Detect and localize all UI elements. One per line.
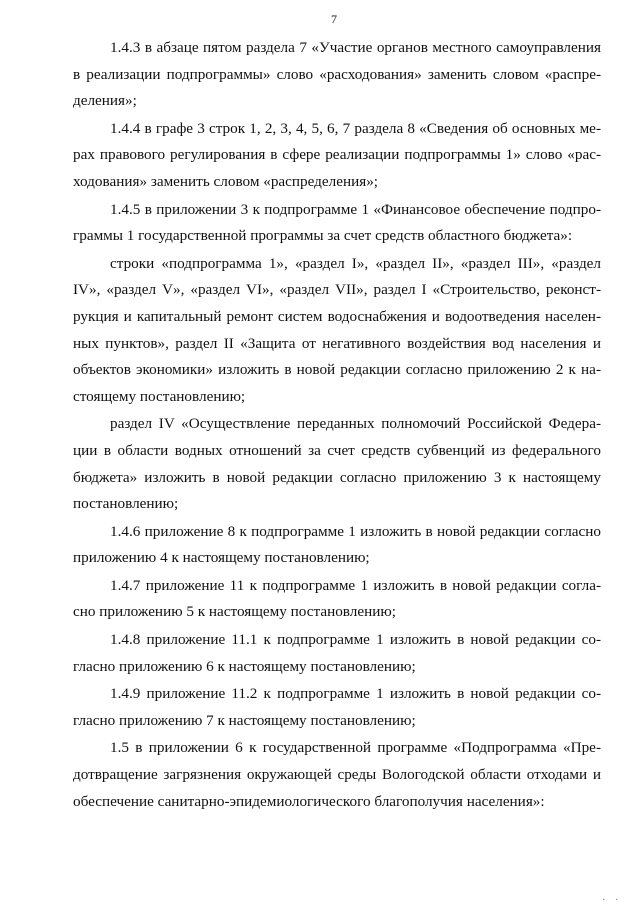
paragraph-1-4-3: 1.4.3 в абзаце пятом раздела 7 «Участие органов местного самоуправления в реализации подпрограммы» слово «расходования» заменить словом «распределения»;: [73, 39, 601, 110]
paragraph-1-4-6: 1.4.6 приложение 8 к подпрограмме 1 изложить в новой редакции согласно приложению 4 к настоящему постановлению;: [73, 522, 601, 567]
paragraph-1-4-4: 1.4.4 в графе 3 строк 1, 2, 3, 4, 5, 6, 7 раздела 8 «Сведения об основных мерах правового регулирования в сфере реализации подпрограммы 1» слово «расходования» заменить словом «распределения»;: [73, 119, 601, 190]
document-body: [73, 35, 601, 816]
paragraph-1-4-9: 1.4.9 приложение 11.2 к подпрограмме 1 изложить в новой редакции согласно приложению 7 к настоящему постановлению;: [73, 685, 601, 729]
corner-mark: . .: [602, 892, 622, 903]
page-number: 7: [331, 12, 337, 26]
paragraph-section-iv: раздел IV «Осуществление переданных полномочий Российской Федерации в области водных отношений за счет средств субвенций из федерального бюджета» изложить в новой редакции согласно приложению 3 к настоящему постановлению;: [73, 415, 601, 513]
paragraph-rows-list: строки «подпрограмма 1», «раздел I», «раздел II», «раздел III», «раздел IV», «раздел V», «раздел VI», «раздел VII», раздел I «Строительство, реконструкция и капитальный ремонт систем водоснабжения и водоотведения населенных пунктов», раздел II «Защита от негативного воздействия вод населения и объектов экономики» изложить в новой редакции согласно приложению 2 к настоящему постановлению;: [73, 254, 601, 405]
paragraph-1-5: 1.5 в приложении 6 к государственной программе «Подпрограмма «Предотвращение загрязнения окружающей среды Вологодской области отходами и обеспечение санитарно-эпидемиологического благополучия населения»:: [73, 739, 601, 810]
paragraph-1-4-8: 1.4.8 приложение 11.1 к подпрограмме 1 изложить в новой редакции согласно приложению 6 к настоящему постановлению;: [73, 631, 601, 675]
paragraph-1-4-7: 1.4.7 приложение 11 к подпрограмме 1 изложить в новой редакции согласно приложению 5 к настоящему постановлению;: [73, 576, 601, 621]
paragraph-1-4-5: 1.4.5 в приложении 3 к подпрограмме 1 «Финансовое обеспечение подпрограммы 1 государственной программы за счет средств областного бюджета»:: [73, 200, 601, 245]
